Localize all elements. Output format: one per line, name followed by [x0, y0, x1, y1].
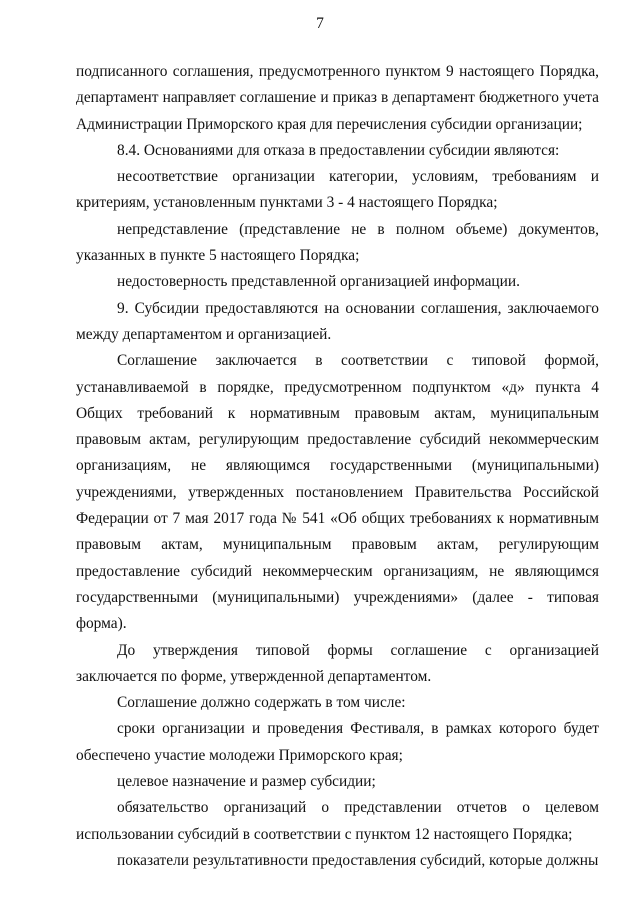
paragraph-reporting-obligation: обязательство организаций о представлении отчетов о целевом использовании субсидий в соответствии с пунктом 12 настоящего Порядка; [76, 799, 599, 843]
paragraph-performance-indicators: показатели результативности предоставления субсидий, которые должны [117, 851, 599, 869]
page-number: 7 [316, 15, 324, 32]
paragraph-refusal-criteria-mismatch: несоответствие организации категории, условиям, требованиям и критериям, установленным пунктами 3 - 4 настоящего Порядка; [76, 168, 599, 212]
paragraph-agreement-standard-form: Соглашение заключается в соответствии с типовой формой, устанавливаемой в порядке, предусмотренном подпунктом «д» пункта 4 Общих требований к нормативным правовым актам, муниципальным правовым актам, регулирующим предоставление субсидий некоммерческим организациям, не являющимся государственными (муниципальными) учреждениями, утвержденных постановлением Правительства Российской Федерации от 7 мая 2017 года № 541 «Об общих требованиях к нормативным правовым актам, муниципальным правовым актам, регулирующим предоставление субсидий некоммерческим организациям, не являющимся государственными (муниципальными) учреждениями» (далее - типовая форма). [76, 352, 599, 633]
paragraph-refusal-missing-documents: непредставление (представление не в полном объеме) документов, указанных в пункте 5 настоящего Порядка; [76, 220, 599, 265]
paragraph-purpose-and-amount: целевое назначение и размер субсидии; [117, 773, 376, 791]
paragraph-continuation: подписанного соглашения, предусмотренного пунктом 9 настоящего Порядка, департамент направляет соглашение и приказ в департамент бюджетного учета Администрации Приморского края для перечисления субсидии организации; [76, 63, 599, 133]
paragraph-9-subsidy-basis: 9. Субсидии предоставляются на основании соглашения, заключаемого между департаментом и организацией. [76, 299, 599, 343]
document-body [76, 59, 599, 874]
paragraph-agreement-contents-intro: Соглашение должно содержать в том числе: [117, 694, 406, 712]
paragraph-before-standard-form: До утверждения типовой формы соглашение с организацией заключается по форме, утвержденной департаментом. [76, 641, 599, 685]
paragraph-refusal-false-information: недостоверность представленной организацией информации. [117, 273, 520, 291]
paragraph-8-4-heading: 8.4. Основаниями для отказа в предоставлении субсидии являются: [117, 141, 560, 159]
paragraph-festival-dates: сроки организации и проведения Фестиваля, в рамках которого будет обеспечено участие молодежи Приморского края; [76, 720, 599, 764]
